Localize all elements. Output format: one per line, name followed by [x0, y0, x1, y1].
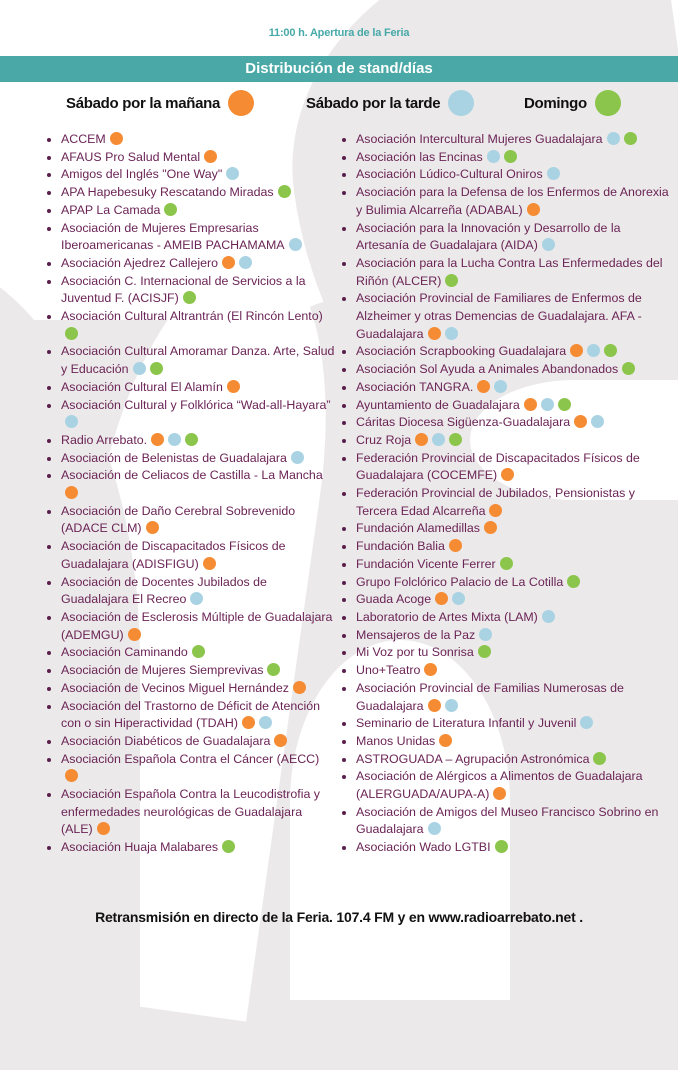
organization-name: Asociación Española Contra el Cáncer (AECC): [61, 751, 320, 766]
list-item: [46, 184, 336, 202]
list-item: [341, 220, 671, 255]
organization-name: Federación Provincial de Jubilados, Pensionistas y Tercera Edad Alcarreña: [356, 486, 635, 518]
organization-name: Uno+Teatro: [356, 663, 421, 678]
green-dot-icon: [222, 840, 235, 853]
list-item: [46, 149, 336, 167]
legend-label: Domingo: [524, 94, 587, 112]
stand-list-left: [46, 131, 336, 857]
orange-dot-icon: [570, 344, 583, 357]
green-dot-icon: [183, 291, 196, 304]
organization-name: Asociación de Vecinos Miguel Hernández: [61, 680, 289, 695]
green-dot-icon: [150, 362, 163, 375]
list-item: [46, 131, 336, 149]
list-item: [46, 839, 336, 857]
list-item: [46, 166, 336, 184]
organization-name: Cáritas Diocesa Sigüenza-Guadalajara: [356, 415, 571, 430]
green-dot-icon: [495, 840, 508, 853]
orange-dot-icon: [415, 433, 428, 446]
list-item: [46, 397, 336, 432]
opening-time: 11:00 h. Apertura de la Feria: [268, 27, 410, 39]
blue-dot-icon: [259, 716, 272, 729]
list-item: [46, 680, 336, 698]
orange-dot-icon: [222, 256, 235, 269]
list-item: [341, 450, 671, 485]
organization-name: Fundación Balia: [356, 539, 445, 554]
list-item: [341, 343, 671, 361]
list-item: [46, 751, 336, 786]
organization-name: Asociación Intercultural Mujeres Guadalajara: [356, 132, 603, 146]
green-dot-icon: [595, 90, 621, 116]
organization-name: Asociación de Celiacos de Castilla - La Mancha: [61, 468, 323, 483]
organization-name: Asociación Diabéticos de Guadalajara: [61, 733, 271, 748]
list-item: [46, 698, 336, 733]
orange-dot-icon: [428, 327, 441, 340]
organization-name: Asociación de Amigos del Museo Francisco Sobrino en Guadalajara: [356, 804, 659, 837]
organization-name: Asociación Cultural Altrantrán (El Rincón Lento): [61, 309, 323, 324]
stand-list-right: [341, 131, 671, 857]
orange-dot-icon: [65, 486, 78, 499]
list-item: [341, 733, 671, 751]
green-dot-icon: [449, 433, 462, 446]
green-dot-icon: [65, 327, 78, 340]
orange-dot-icon: [293, 681, 306, 694]
organization-name: Asociación del Trastorno de Déficit de Atención con o sin Hiperactividad (TDAH): [61, 698, 320, 731]
orange-dot-icon: [527, 203, 540, 216]
blue-dot-icon: [190, 592, 203, 605]
list-item: [46, 343, 336, 378]
legend-label: Sábado por la mañana: [66, 94, 221, 112]
organization-name: Asociación de Docentes Jubilados de Guadalajara El Recreo: [61, 574, 267, 607]
orange-dot-icon: [151, 433, 164, 446]
organization-name: Asociación TANGRA.: [356, 379, 474, 394]
organization-name: Amigos del Inglés "One Way": [61, 167, 223, 182]
green-dot-icon: [267, 663, 280, 676]
list-item: [341, 184, 671, 219]
green-dot-icon: [567, 575, 580, 588]
orange-dot-icon: [477, 380, 490, 393]
orange-dot-icon: [449, 539, 462, 552]
organization-name: Guada Acoge: [356, 592, 432, 607]
green-dot-icon: [185, 433, 198, 446]
list-item: [46, 432, 336, 450]
blue-dot-icon: [448, 90, 474, 116]
organization-name: Asociación Caminando: [61, 645, 188, 660]
list-item: [341, 379, 671, 397]
legend-label: Sábado por la tarde: [306, 94, 441, 112]
green-dot-icon: [500, 557, 513, 570]
list-item: [341, 574, 671, 592]
organization-name: Asociación Cultural Amoramar Danza. Arte, Salud y Educación: [61, 344, 335, 377]
list-item: [341, 715, 671, 733]
list-item: [46, 273, 336, 308]
green-dot-icon: [504, 150, 517, 163]
blue-dot-icon: [239, 256, 252, 269]
organization-name: Manos Unidas: [356, 733, 436, 748]
list-item: [341, 591, 671, 609]
orange-dot-icon: [228, 90, 254, 116]
organization-name: Asociación las Encinas: [356, 149, 483, 164]
list-item: [46, 538, 336, 573]
organization-name: Asociación de Mujeres Empresarias Iberoamericanas - AMEIB PACHAMAMA: [61, 220, 285, 253]
organization-name: Asociación Wado LGTBI: [356, 840, 491, 855]
blue-dot-icon: [445, 327, 458, 340]
list-item: [46, 379, 336, 397]
organization-name: Radio Arrebato.: [61, 432, 148, 447]
orange-dot-icon: [110, 132, 123, 145]
list-item: [341, 768, 671, 803]
blue-dot-icon: [542, 610, 555, 623]
list-item: [341, 804, 671, 839]
list-item: [341, 538, 671, 556]
organization-name: Asociación Huaja Malabares: [61, 840, 219, 855]
list-item: [46, 202, 336, 220]
legend-domingo: [524, 90, 621, 116]
list-item: [46, 220, 336, 255]
list-item: [46, 308, 336, 343]
list-item: [341, 166, 671, 184]
list-item: [341, 680, 671, 715]
green-dot-icon: [558, 398, 571, 411]
orange-dot-icon: [489, 504, 502, 517]
blue-dot-icon: [452, 592, 465, 605]
legend-sabado-manana: [66, 90, 254, 116]
organization-name: Asociación Cultural y Folklórica “Wad-all-Hayara”: [61, 397, 331, 412]
orange-dot-icon: [428, 699, 441, 712]
organization-name: Asociación de Esclerosis Múltiple de Guadalajara (ADEMGU): [61, 609, 333, 642]
orange-dot-icon: [424, 663, 437, 676]
organization-name: Mi Voz por tu Sonrisa: [356, 645, 474, 660]
organization-name: Asociación Española Contra la Leucodistrofia y enfermedades neurológicas de Guadalajara (ALE): [61, 787, 320, 837]
list-item: [46, 733, 336, 751]
list-item: [46, 467, 336, 502]
green-dot-icon: [604, 344, 617, 357]
list-item: [341, 131, 671, 149]
list-item: [341, 397, 671, 415]
organization-name: Seminario de Literatura Infantil y Juvenil: [356, 716, 577, 731]
organization-name: Asociación Sol Ayuda a Animales Abandonados: [356, 362, 619, 377]
list-item: [46, 786, 336, 839]
list-item: [341, 290, 671, 343]
green-dot-icon: [624, 132, 637, 145]
legend-sabado-tarde: [306, 90, 474, 116]
organization-name: Cruz Roja: [356, 432, 412, 447]
list-item: [341, 255, 671, 290]
orange-dot-icon: [493, 787, 506, 800]
list-item: [341, 662, 671, 680]
green-dot-icon: [622, 362, 635, 375]
organization-name: Fundación Alamedillas: [356, 521, 480, 536]
orange-dot-icon: [439, 734, 452, 747]
organization-name: Asociación para la Innovación y Desarrollo de la Artesanía de Guadalajara (AIDA): [356, 220, 621, 253]
organization-name: ASTROGUADA – Agrupación Astronómica: [356, 751, 590, 766]
blue-dot-icon: [445, 699, 458, 712]
green-dot-icon: [478, 645, 491, 658]
list-item: [341, 609, 671, 627]
blue-dot-icon: [547, 167, 560, 180]
blue-dot-icon: [479, 628, 492, 641]
organization-name: Ayuntamiento de Guadalajara: [356, 397, 520, 412]
orange-dot-icon: [146, 521, 159, 534]
orange-dot-icon: [227, 380, 240, 393]
green-dot-icon: [278, 185, 291, 198]
blue-dot-icon: [591, 415, 604, 428]
list-item: [341, 520, 671, 538]
list-item: [341, 485, 671, 520]
blue-dot-icon: [487, 150, 500, 163]
list-item: [46, 662, 336, 680]
blue-dot-icon: [428, 822, 441, 835]
blue-dot-icon: [291, 451, 304, 464]
green-dot-icon: [192, 645, 205, 658]
organization-name: Asociación para la Lucha Contra Las Enfermedades del Riñón (ALCER): [356, 255, 663, 288]
orange-dot-icon: [435, 592, 448, 605]
blue-dot-icon: [168, 433, 181, 446]
organization-name: Grupo Folclórico Palacio de La Cotilla: [356, 574, 564, 589]
green-dot-icon: [164, 203, 177, 216]
orange-dot-icon: [128, 628, 141, 641]
blue-dot-icon: [226, 167, 239, 180]
blue-dot-icon: [65, 415, 78, 428]
list-item: [46, 503, 336, 538]
orange-dot-icon: [242, 716, 255, 729]
blue-dot-icon: [541, 398, 554, 411]
blue-dot-icon: [289, 238, 302, 251]
orange-dot-icon: [574, 415, 587, 428]
blue-dot-icon: [580, 716, 593, 729]
organization-name: Asociación de Belenistas de Guadalajara: [61, 450, 287, 465]
list-item: [46, 644, 336, 662]
legend: [0, 90, 678, 120]
list-item: [341, 414, 671, 432]
blue-dot-icon: [607, 132, 620, 145]
organization-name: Mensajeros de la Paz: [356, 627, 476, 642]
organization-name: Laboratorio de Artes Mixta (LAM): [356, 609, 538, 624]
orange-dot-icon: [524, 398, 537, 411]
orange-dot-icon: [274, 734, 287, 747]
list-item: [341, 751, 671, 769]
organization-name: Federación Provincial de Discapacitados Físicos de Guadalajara (COCEMFE): [356, 450, 640, 483]
blue-dot-icon: [133, 362, 146, 375]
list-item: [341, 432, 671, 450]
blue-dot-icon: [494, 380, 507, 393]
organization-name: Asociación Provincial de Familiares de Enfermos de Alzheimer y otras Demencias de Guadalajara. AFA - Guadalajara: [356, 291, 642, 341]
orange-dot-icon: [501, 468, 514, 481]
orange-dot-icon: [65, 769, 78, 782]
list-item: [341, 361, 671, 379]
green-dot-icon: [445, 274, 458, 287]
green-dot-icon: [593, 752, 606, 765]
organization-name: Asociación C. Internacional de Servicios a la Juventud F. (ACISJF): [61, 273, 306, 306]
list-item: [46, 574, 336, 609]
list-item: [46, 450, 336, 468]
list-item: [341, 627, 671, 645]
organization-name: Asociación Provincial de Familias Numerosas de Guadalajara: [356, 680, 624, 713]
organization-name: ACCEM: [61, 132, 106, 146]
organization-name: Asociación de Discapacitados Físicos de Guadalajara (ADISFIGU): [61, 539, 286, 571]
list-item: [46, 255, 336, 273]
banner-title: Distribución de stand/días: [0, 56, 678, 82]
organization-name: Fundación Vicente Ferrer: [356, 556, 496, 571]
list-item: [341, 644, 671, 662]
organization-name: Asociación de Mujeres Siemprevivas: [61, 663, 264, 678]
organization-name: Asociación Lúdico-Cultural Oniros: [356, 167, 543, 182]
organization-name: AFAUS Pro Salud Mental: [61, 149, 201, 164]
organization-name: Asociación para la Defensa de los Enfermos de Anorexia y Bulimia Alcarreña (ADABAL): [356, 185, 669, 217]
blue-dot-icon: [542, 238, 555, 251]
organization-name: Asociación de Alérgicos a Alimentos de Guadalajara (ALERGUADA/AUPA-A): [356, 769, 643, 802]
orange-dot-icon: [204, 150, 217, 163]
list-item: [46, 609, 336, 644]
organization-name: APAP La Camada: [61, 202, 161, 217]
list-item: [341, 556, 671, 574]
organization-name: Asociación Scrapbooking Guadalajara: [356, 344, 567, 359]
blue-dot-icon: [587, 344, 600, 357]
orange-dot-icon: [484, 521, 497, 534]
organization-name: APA Hapebesuky Rescatando Miradas: [61, 185, 274, 200]
orange-dot-icon: [97, 822, 110, 835]
orange-dot-icon: [203, 557, 216, 570]
list-item: [341, 839, 671, 857]
organization-name: Asociación de Daño Cerebral Sobrevenido (ADACE CLM): [61, 503, 296, 536]
list-item: [341, 149, 671, 167]
blue-dot-icon: [432, 433, 445, 446]
organization-name: Asociación Cultural El Alamín: [61, 379, 223, 394]
footer-broadcast-note: Retransmisión en directo de la Feria. 107.4 FM y en www.radioarrebato.net .: [95, 909, 583, 925]
organization-name: Asociación Ajedrez Callejero: [61, 255, 219, 270]
